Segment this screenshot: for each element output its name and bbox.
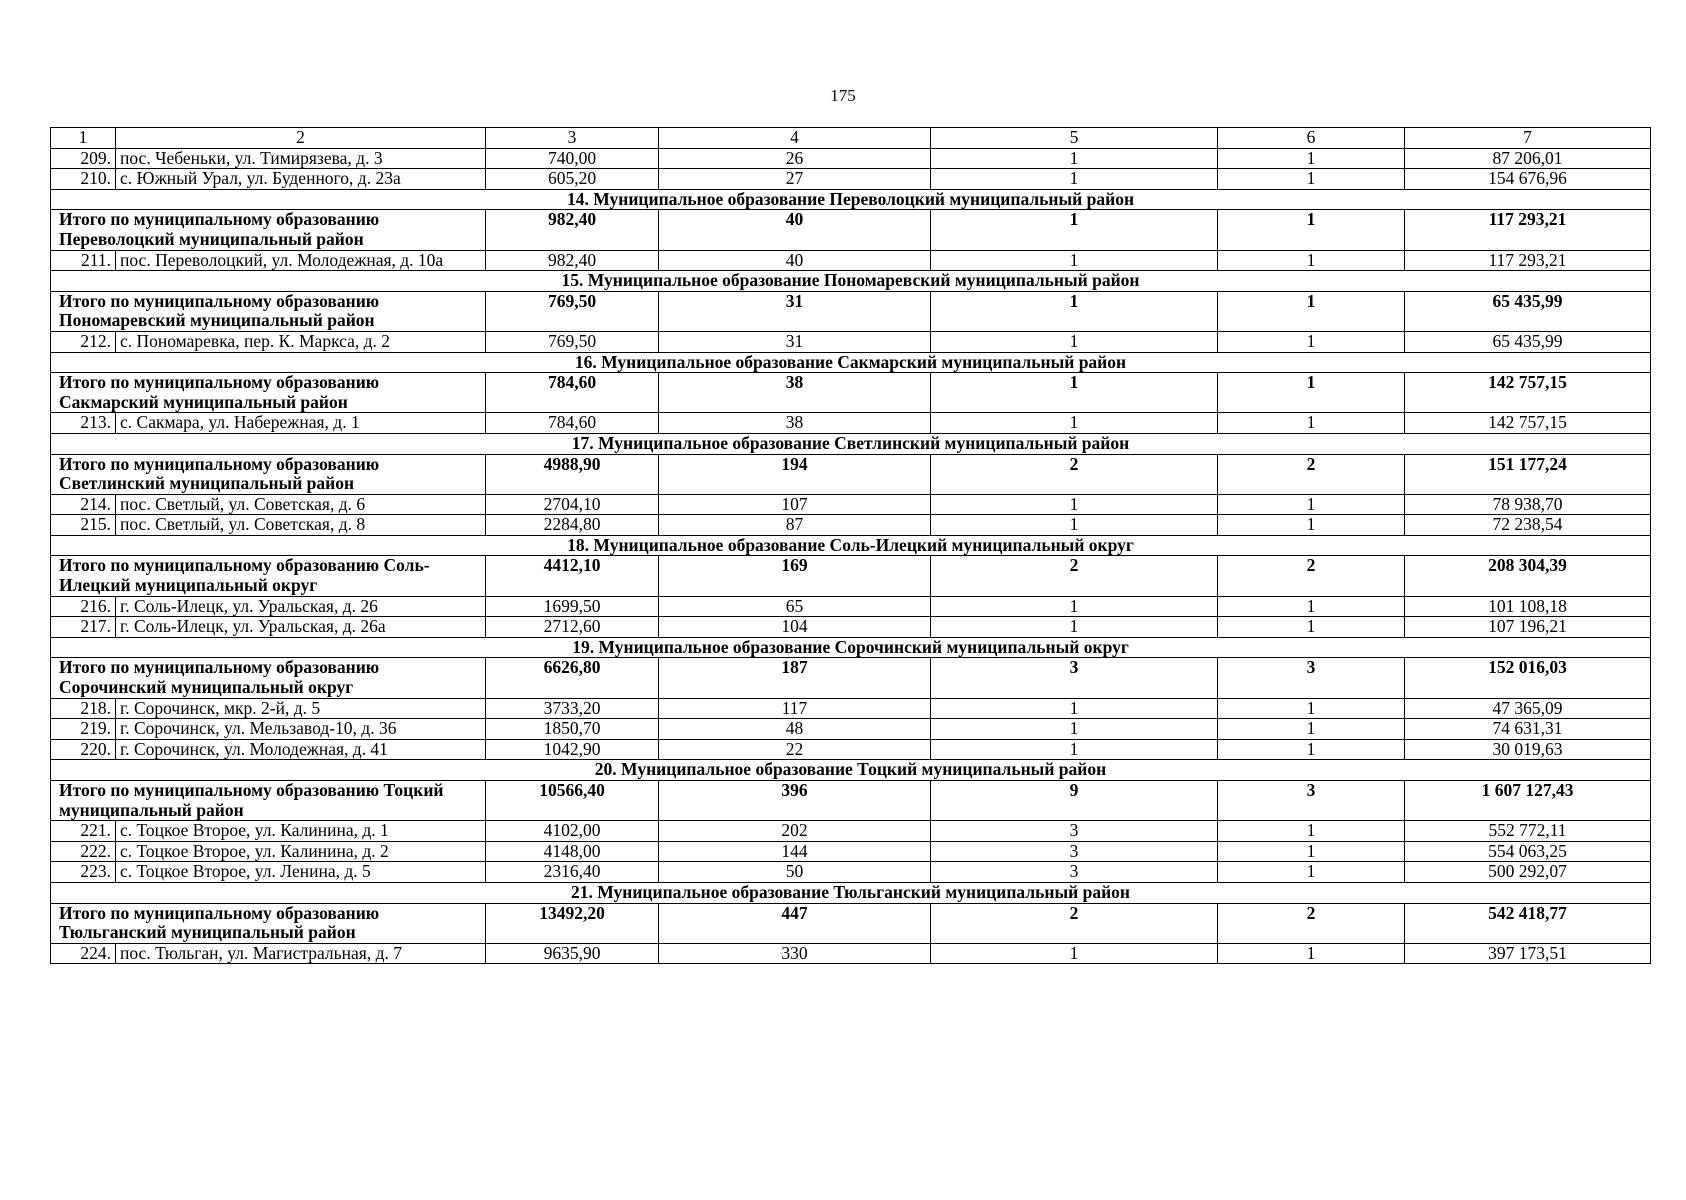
value-cell: 1 (931, 169, 1218, 190)
value-cell: 3 (1218, 781, 1405, 821)
area-cell: 784,60 (486, 413, 659, 434)
total-row (51, 454, 1651, 494)
address-cell: пос. Светлый, ул. Советская, д. 8 (116, 515, 486, 536)
area-cell: 784,60 (486, 373, 659, 413)
address-cell: с. Тоцкое Второе, ул. Калинина, д. 2 (116, 841, 486, 862)
row-number: 214. (51, 494, 116, 515)
area-cell: 10566,40 (486, 781, 659, 821)
amount-cell: 1 607 127,43 (1405, 781, 1651, 821)
area-cell: 1850,70 (486, 719, 659, 740)
section-title: 18. Муниципальное образование Соль-Илецкий муниципальный округ (51, 535, 1651, 556)
row-number: 219. (51, 719, 116, 740)
table-row (51, 515, 1651, 536)
table-row (51, 862, 1651, 883)
amount-cell: 142 757,15 (1405, 373, 1651, 413)
value-cell: 1 (1218, 250, 1405, 271)
address-cell: с. Пономаревка, пер. К. Маркса, д. 2 (116, 331, 486, 352)
area-cell: 605,20 (486, 169, 659, 190)
address-cell: г. Соль-Илецк, ул. Уральская, д. 26 (116, 596, 486, 617)
total-row (51, 658, 1651, 698)
value-cell: 1 (931, 373, 1218, 413)
section-title: 21. Муниципальное образование Тюльганский муниципальный район (51, 882, 1651, 903)
row-number: 215. (51, 515, 116, 536)
area-cell: 2284,80 (486, 515, 659, 536)
amount-cell: 117 293,21 (1405, 210, 1651, 250)
area-cell: 1699,50 (486, 596, 659, 617)
count-cell: 104 (659, 617, 931, 638)
value-cell: 3 (1218, 658, 1405, 698)
count-cell: 117 (659, 698, 931, 719)
row-number: 212. (51, 331, 116, 352)
address-cell: пос. Тюльган, ул. Магистральная, д. 7 (116, 943, 486, 964)
area-cell: 2316,40 (486, 862, 659, 883)
value-cell: 1 (1218, 291, 1405, 331)
area-cell: 4988,90 (486, 454, 659, 494)
total-label: Итого по муниципальному образованию Пономаревский муниципальный район (51, 291, 486, 331)
value-cell: 1 (1218, 169, 1405, 190)
total-label: Итого по муниципальному образованию Соль-Илецкий муниципальный округ (51, 556, 486, 596)
value-cell: 2 (1218, 556, 1405, 596)
address-cell: г. Сорочинск, ул. Молодежная, д. 41 (116, 739, 486, 760)
amount-cell: 107 196,21 (1405, 617, 1651, 638)
area-cell: 982,40 (486, 210, 659, 250)
row-number: 210. (51, 169, 116, 190)
amount-cell: 152 016,03 (1405, 658, 1651, 698)
area-cell: 4102,00 (486, 821, 659, 842)
amount-cell: 47 365,09 (1405, 698, 1651, 719)
total-label: Итого по муниципальному образованию Сорочинский муниципальный округ (51, 658, 486, 698)
count-cell: 31 (659, 291, 931, 331)
value-cell: 1 (931, 210, 1218, 250)
count-cell: 330 (659, 943, 931, 964)
area-cell: 769,50 (486, 291, 659, 331)
column-header: 7 (1405, 128, 1651, 149)
total-row (51, 291, 1651, 331)
row-number: 211. (51, 250, 116, 271)
column-header: 2 (116, 128, 486, 149)
total-label: Итого по муниципальному образованию Тоцкий муниципальный район (51, 781, 486, 821)
total-label: Итого по муниципальному образованию Тюльганский муниципальный район (51, 903, 486, 943)
row-number: 213. (51, 413, 116, 434)
amount-cell: 142 757,15 (1405, 413, 1651, 434)
value-cell: 1 (1218, 821, 1405, 842)
row-number: 218. (51, 698, 116, 719)
column-header: 6 (1218, 128, 1405, 149)
count-cell: 26 (659, 148, 931, 169)
amount-cell: 397 173,51 (1405, 943, 1651, 964)
area-cell: 982,40 (486, 250, 659, 271)
area-cell: 769,50 (486, 331, 659, 352)
amount-cell: 101 108,18 (1405, 596, 1651, 617)
amount-cell: 554 063,25 (1405, 841, 1651, 862)
value-cell: 1 (931, 596, 1218, 617)
count-cell: 202 (659, 821, 931, 842)
count-cell: 38 (659, 373, 931, 413)
value-cell: 1 (931, 698, 1218, 719)
amount-cell: 65 435,99 (1405, 291, 1651, 331)
section-header-row (51, 760, 1651, 781)
amount-cell: 65 435,99 (1405, 331, 1651, 352)
table-row (51, 698, 1651, 719)
area-cell: 4148,00 (486, 841, 659, 862)
count-cell: 187 (659, 658, 931, 698)
total-row (51, 556, 1651, 596)
value-cell: 1 (931, 148, 1218, 169)
section-header-row (51, 433, 1651, 454)
row-number: 217. (51, 617, 116, 638)
amount-cell: 154 676,96 (1405, 169, 1651, 190)
value-cell: 1 (931, 291, 1218, 331)
column-header: 5 (931, 128, 1218, 149)
table-row (51, 821, 1651, 842)
value-cell: 1 (1218, 719, 1405, 740)
column-header: 1 (51, 128, 116, 149)
column-header: 3 (486, 128, 659, 149)
value-cell: 1 (1218, 617, 1405, 638)
table-row (51, 617, 1651, 638)
section-title: 19. Муниципальное образование Сорочинский муниципальный округ (51, 637, 1651, 658)
amount-cell: 78 938,70 (1405, 494, 1651, 515)
table-row (51, 413, 1651, 434)
value-cell: 2 (1218, 454, 1405, 494)
value-cell: 1 (1218, 515, 1405, 536)
value-cell: 1 (1218, 862, 1405, 883)
table-row (51, 331, 1651, 352)
amount-cell: 87 206,01 (1405, 148, 1651, 169)
section-title: 17. Муниципальное образование Светлинский муниципальный район (51, 433, 1651, 454)
address-cell: пос. Чебеньки, ул. Тимирязева, д. 3 (116, 148, 486, 169)
amount-cell: 72 238,54 (1405, 515, 1651, 536)
count-cell: 144 (659, 841, 931, 862)
page-number: 175 (830, 86, 856, 105)
area-cell: 2712,60 (486, 617, 659, 638)
count-cell: 447 (659, 903, 931, 943)
column-header: 4 (659, 128, 931, 149)
area-cell: 6626,80 (486, 658, 659, 698)
total-row (51, 210, 1651, 250)
address-cell: с. Южный Урал, ул. Буденного, д. 23а (116, 169, 486, 190)
value-cell: 3 (931, 821, 1218, 842)
address-cell: с. Сакмара, ул. Набережная, д. 1 (116, 413, 486, 434)
total-label: Итого по муниципальному образованию Светлинский муниципальный район (51, 454, 486, 494)
count-cell: 27 (659, 169, 931, 190)
value-cell: 1 (931, 250, 1218, 271)
row-number: 221. (51, 821, 116, 842)
area-cell: 1042,90 (486, 739, 659, 760)
area-cell: 3733,20 (486, 698, 659, 719)
section-title: 14. Муниципальное образование Переволоцкий муниципальный район (51, 189, 1651, 210)
table-row (51, 169, 1651, 190)
count-cell: 50 (659, 862, 931, 883)
value-cell: 1 (1218, 739, 1405, 760)
area-cell: 13492,20 (486, 903, 659, 943)
address-cell: пос. Переволоцкий, ул. Молодежная, д. 10а (116, 250, 486, 271)
value-cell: 9 (931, 781, 1218, 821)
count-cell: 169 (659, 556, 931, 596)
value-cell: 3 (931, 862, 1218, 883)
section-header-row (51, 352, 1651, 373)
section-title: 20. Муниципальное образование Тоцкий муниципальный район (51, 760, 1651, 781)
section-header-row (51, 637, 1651, 658)
count-cell: 38 (659, 413, 931, 434)
total-row (51, 781, 1651, 821)
address-cell: г. Сорочинск, мкр. 2-й, д. 5 (116, 698, 486, 719)
value-cell: 1 (1218, 148, 1405, 169)
count-cell: 107 (659, 494, 931, 515)
count-cell: 396 (659, 781, 931, 821)
area-cell: 9635,90 (486, 943, 659, 964)
amount-cell: 500 292,07 (1405, 862, 1651, 883)
value-cell: 2 (931, 903, 1218, 943)
section-header-row (51, 882, 1651, 903)
address-cell: пос. Светлый, ул. Советская, д. 6 (116, 494, 486, 515)
amount-cell: 552 772,11 (1405, 821, 1651, 842)
row-number: 216. (51, 596, 116, 617)
address-cell: г. Сорочинск, ул. Мельзавод-10, д. 36 (116, 719, 486, 740)
value-cell: 1 (1218, 596, 1405, 617)
value-cell: 3 (931, 658, 1218, 698)
table-row (51, 494, 1651, 515)
table-row (51, 596, 1651, 617)
count-cell: 40 (659, 210, 931, 250)
section-header-row (51, 189, 1651, 210)
row-number: 223. (51, 862, 116, 883)
value-cell: 1 (1218, 373, 1405, 413)
value-cell: 1 (931, 943, 1218, 964)
section-header-row (51, 271, 1651, 292)
value-cell: 1 (1218, 841, 1405, 862)
value-cell: 1 (1218, 210, 1405, 250)
section-header-row (51, 535, 1651, 556)
value-cell: 1 (931, 739, 1218, 760)
amount-cell: 542 418,77 (1405, 903, 1651, 943)
value-cell: 1 (931, 494, 1218, 515)
area-cell: 2704,10 (486, 494, 659, 515)
value-cell: 1 (931, 617, 1218, 638)
value-cell: 1 (1218, 943, 1405, 964)
value-cell: 3 (931, 841, 1218, 862)
row-number: 222. (51, 841, 116, 862)
section-title: 15. Муниципальное образование Пономаревский муниципальный район (51, 271, 1651, 292)
count-cell: 48 (659, 719, 931, 740)
value-cell: 2 (931, 454, 1218, 494)
area-cell: 740,00 (486, 148, 659, 169)
total-label: Итого по муниципальному образованию Сакмарский муниципальный район (51, 373, 486, 413)
total-row (51, 903, 1651, 943)
count-cell: 40 (659, 250, 931, 271)
table-row (51, 943, 1651, 964)
count-cell: 194 (659, 454, 931, 494)
table-row (51, 148, 1651, 169)
count-cell: 65 (659, 596, 931, 617)
count-cell: 87 (659, 515, 931, 536)
table-row (51, 739, 1651, 760)
table-row (51, 719, 1651, 740)
value-cell: 1 (931, 331, 1218, 352)
amount-cell: 30 019,63 (1405, 739, 1651, 760)
value-cell: 1 (1218, 494, 1405, 515)
amount-cell: 74 631,31 (1405, 719, 1651, 740)
value-cell: 1 (1218, 331, 1405, 352)
count-cell: 31 (659, 331, 931, 352)
total-label: Итого по муниципальному образованию Переволоцкий муниципальный район (51, 210, 486, 250)
section-title: 16. Муниципальное образование Сакмарский муниципальный район (51, 352, 1651, 373)
value-cell: 1 (931, 515, 1218, 536)
amount-cell: 208 304,39 (1405, 556, 1651, 596)
address-cell: с. Тоцкое Второе, ул. Ленина, д. 5 (116, 862, 486, 883)
row-number: 209. (51, 148, 116, 169)
value-cell: 1 (1218, 413, 1405, 434)
header-row (51, 128, 1651, 149)
table-body (51, 128, 1651, 964)
value-cell: 1 (931, 413, 1218, 434)
address-cell: с. Тоцкое Второе, ул. Калинина, д. 1 (116, 821, 486, 842)
value-cell: 1 (1218, 698, 1405, 719)
value-cell: 2 (931, 556, 1218, 596)
table-row (51, 841, 1651, 862)
count-cell: 22 (659, 739, 931, 760)
data-table (50, 127, 1651, 964)
value-cell: 1 (931, 719, 1218, 740)
value-cell: 2 (1218, 903, 1405, 943)
area-cell: 4412,10 (486, 556, 659, 596)
total-row (51, 373, 1651, 413)
table-row (51, 250, 1651, 271)
address-cell: г. Соль-Илецк, ул. Уральская, д. 26а (116, 617, 486, 638)
row-number: 220. (51, 739, 116, 760)
row-number: 224. (51, 943, 116, 964)
amount-cell: 117 293,21 (1405, 250, 1651, 271)
amount-cell: 151 177,24 (1405, 454, 1651, 494)
